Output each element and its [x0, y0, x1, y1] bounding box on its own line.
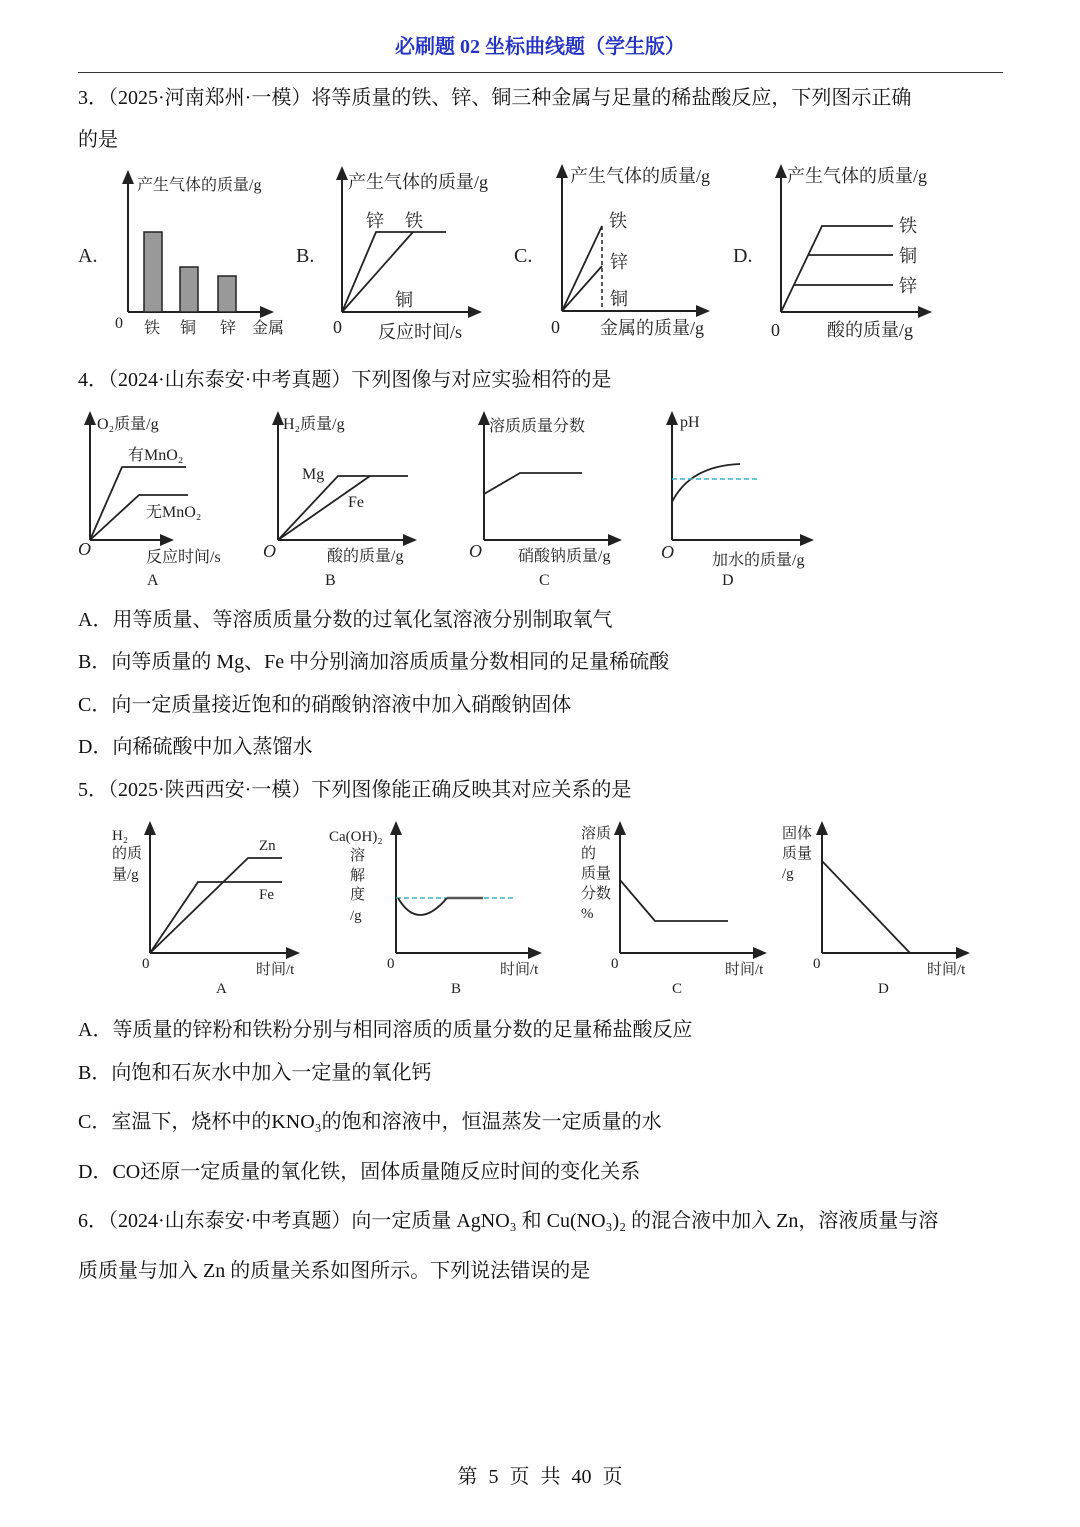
origin-label: 0	[611, 956, 619, 972]
q5-figures	[0, 820, 1080, 1000]
q5-figure-c	[581, 823, 765, 997]
figure-caption: C	[539, 572, 550, 589]
q5-figure-a	[112, 823, 298, 997]
x-axis-label: 时间/t	[256, 962, 295, 978]
y-axis-label: 产生气体的质量/g	[570, 166, 711, 186]
bar-label: 锌	[220, 320, 237, 337]
x-axis-label: 时间/t	[725, 962, 764, 978]
y-axis-label: 溶质	[581, 826, 612, 842]
figure-caption: C	[672, 981, 683, 997]
q5-stem: 5．（2025·陕西西安·一模）下列图像能正确反映其对应关系的是	[78, 779, 632, 801]
x-axis-label: 金属的质量/g	[600, 318, 705, 338]
curve	[620, 880, 728, 921]
y-axis-label: 固体	[782, 826, 813, 842]
bar-label: 铁	[144, 320, 161, 337]
curve-zinc	[342, 232, 446, 312]
y-axis-label: %	[581, 906, 594, 922]
y-axis-label: 溶	[350, 848, 366, 864]
origin-label: 0	[387, 956, 395, 972]
curve-iron	[562, 226, 602, 311]
origin-label: O	[78, 539, 91, 559]
option-label: C.	[514, 245, 533, 267]
curve-label: 有MnO₂	[128, 447, 184, 464]
figure-caption: D	[878, 981, 889, 997]
y-axis-label: 的	[581, 846, 597, 862]
x-axis-label: 时间/t	[927, 962, 966, 978]
curve-label: 锌	[610, 252, 628, 272]
x-axis-label: 硝酸钠质量/g	[518, 548, 611, 565]
q4-figure-a	[78, 413, 221, 589]
header-divider	[78, 72, 1003, 73]
curve-label: Fe	[348, 494, 364, 511]
origin-label: 0	[771, 320, 780, 340]
bar-iron	[144, 232, 162, 312]
curve	[822, 861, 910, 953]
origin-label: O	[661, 542, 674, 562]
q3-figure-a	[78, 172, 284, 337]
q5-figure-b	[329, 823, 540, 997]
curve-zn	[150, 858, 282, 953]
curve	[672, 464, 740, 502]
origin-label: 0	[115, 315, 123, 332]
curve-label: 铁	[899, 216, 917, 236]
y-axis-label: pH	[680, 414, 700, 431]
q5-option-b: B．向饱和石灰水中加入一定量的氧化钙	[78, 1062, 432, 1084]
curve-label: Zn	[259, 838, 276, 854]
y-axis-label: O₂质量/g	[97, 416, 159, 433]
bar-zinc	[218, 276, 236, 312]
curve-label: 锌	[366, 211, 384, 231]
q5-figure-d	[782, 823, 968, 997]
q5-option-c: C．室温下，烧杯中的KNO₃的饱和溶液中，恒温蒸发一定质量的水	[78, 1111, 662, 1133]
q3-figure-b	[296, 168, 488, 342]
q3-figures	[0, 160, 1080, 350]
origin-label: 0	[333, 317, 342, 337]
y-axis-label: 解	[350, 868, 366, 884]
x-axis-label: 反应时间/s	[146, 549, 221, 566]
curve-label: Mg	[302, 466, 325, 483]
x-axis-label: 时间/t	[500, 962, 539, 978]
x-axis-label: 金属	[252, 320, 285, 337]
y-axis-label: 质量	[782, 846, 813, 862]
x-axis-label: 加水的质量/g	[712, 552, 805, 569]
q6-stem: 6．（2024·山东泰安·中考真题）向一定质量 AgNO₃ 和 Cu(NO₃)₂ 的混合液中加入 Zn，溶液质量与溶	[78, 1210, 939, 1232]
figure-caption: D	[722, 572, 734, 589]
bar-label: 铜	[180, 320, 197, 337]
curve-label: Fe	[259, 887, 274, 903]
q3-figure-c	[514, 166, 710, 338]
q4-figure-b	[263, 413, 415, 589]
curve-iron	[781, 226, 893, 312]
curve-label: 铜	[395, 290, 413, 310]
option-label: B.	[296, 245, 315, 267]
q5-option-a: A．等质量的锌粉和铁粉分别与相同溶质的质量分数的足量稀盐酸反应	[78, 1019, 693, 1041]
q4-option-b: B．向等质量的 Mg、Fe 中分别滴加溶质质量分数相同的足量稀硫酸	[78, 651, 670, 673]
curve-label: 无MnO₂	[146, 504, 202, 521]
curve-label: 锌	[899, 276, 917, 296]
q6-stem-cont: 质质量与加入 Zn 的质量关系如图所示。下列说法错误的是	[78, 1260, 591, 1282]
curve-mg	[278, 476, 408, 540]
option-label: A.	[78, 245, 98, 267]
y-axis-label: H₂质量/g	[283, 416, 345, 433]
figure-caption: B	[451, 981, 462, 997]
curve	[398, 898, 447, 915]
x-axis-label: 反应时间/s	[378, 322, 463, 342]
y-axis-label: 溶质质量分数	[489, 418, 586, 435]
document-header-title: 必刷题 02 坐标曲线题（学生版）	[395, 36, 685, 58]
curve-label: 铜	[899, 246, 917, 266]
curve-label: 铁	[405, 211, 423, 231]
bar-copper	[180, 267, 198, 312]
y-axis-label: /g	[782, 866, 794, 882]
origin-label: O	[263, 541, 276, 561]
figure-caption: A	[147, 572, 159, 589]
q4-option-a: A．用等质量、等溶质质量分数的过氧化氢溶液分别制取氧气	[78, 609, 613, 631]
q4-stem: 4．（2024·山东泰安·中考真题）下列图像与对应实验相符的是	[78, 369, 612, 391]
q4-option-c: C．向一定质量接近饱和的硝酸钠溶液中加入硝酸钠固体	[78, 694, 572, 716]
y-axis-label: 度	[350, 887, 366, 903]
q3-stem-cont: 的是	[78, 129, 118, 151]
figure-caption: A	[216, 981, 227, 997]
y-axis-label: 的质	[112, 846, 143, 862]
option-label: D.	[733, 245, 753, 267]
x-axis-label: 酸的质量/g	[827, 320, 914, 340]
q4-option-d: D．向稀硫酸中加入蒸馏水	[78, 736, 313, 758]
y-axis-label: 产生气体的质量/g	[348, 172, 489, 192]
origin-label: 0	[813, 956, 821, 972]
y-axis-label: H₂	[112, 828, 129, 844]
q4-figure-c	[469, 413, 620, 589]
curve-label: 铁	[609, 211, 627, 231]
q3-stem: 3．（2025·河南郑州·一模）将等质量的铁、锌、铜三种金属与足量的稀盐酸反应，下列图示正确	[78, 87, 912, 109]
q4-figures	[0, 405, 1080, 595]
curve	[484, 473, 582, 494]
y-axis-label: 分数	[581, 886, 612, 902]
x-axis-label: 酸的质量/g	[327, 548, 404, 565]
origin-label: 0	[551, 317, 560, 337]
y-axis-label: 量/g	[112, 867, 139, 883]
page-number: 第 5 页 共 40 页	[457, 1466, 623, 1488]
y-axis-label: 产生气体的质量/g	[787, 166, 928, 186]
q5-option-d: D．CO还原一定质量的氧化铁，固体质量随反应时间的变化关系	[78, 1161, 641, 1183]
y-axis-label: /g	[350, 908, 362, 924]
curve-zinc	[562, 266, 602, 311]
q3-figure-d	[733, 166, 930, 340]
y-axis-label: 质量	[581, 866, 612, 882]
q4-figure-d	[661, 413, 812, 589]
y-axis-label: 产生气体的质量/g	[137, 177, 262, 194]
origin-label: 0	[142, 956, 150, 972]
curve-label: 铜	[610, 289, 628, 309]
origin-label: O	[469, 541, 482, 561]
y-axis-label: Ca(OH)₂	[329, 829, 383, 845]
figure-caption: B	[325, 572, 336, 589]
